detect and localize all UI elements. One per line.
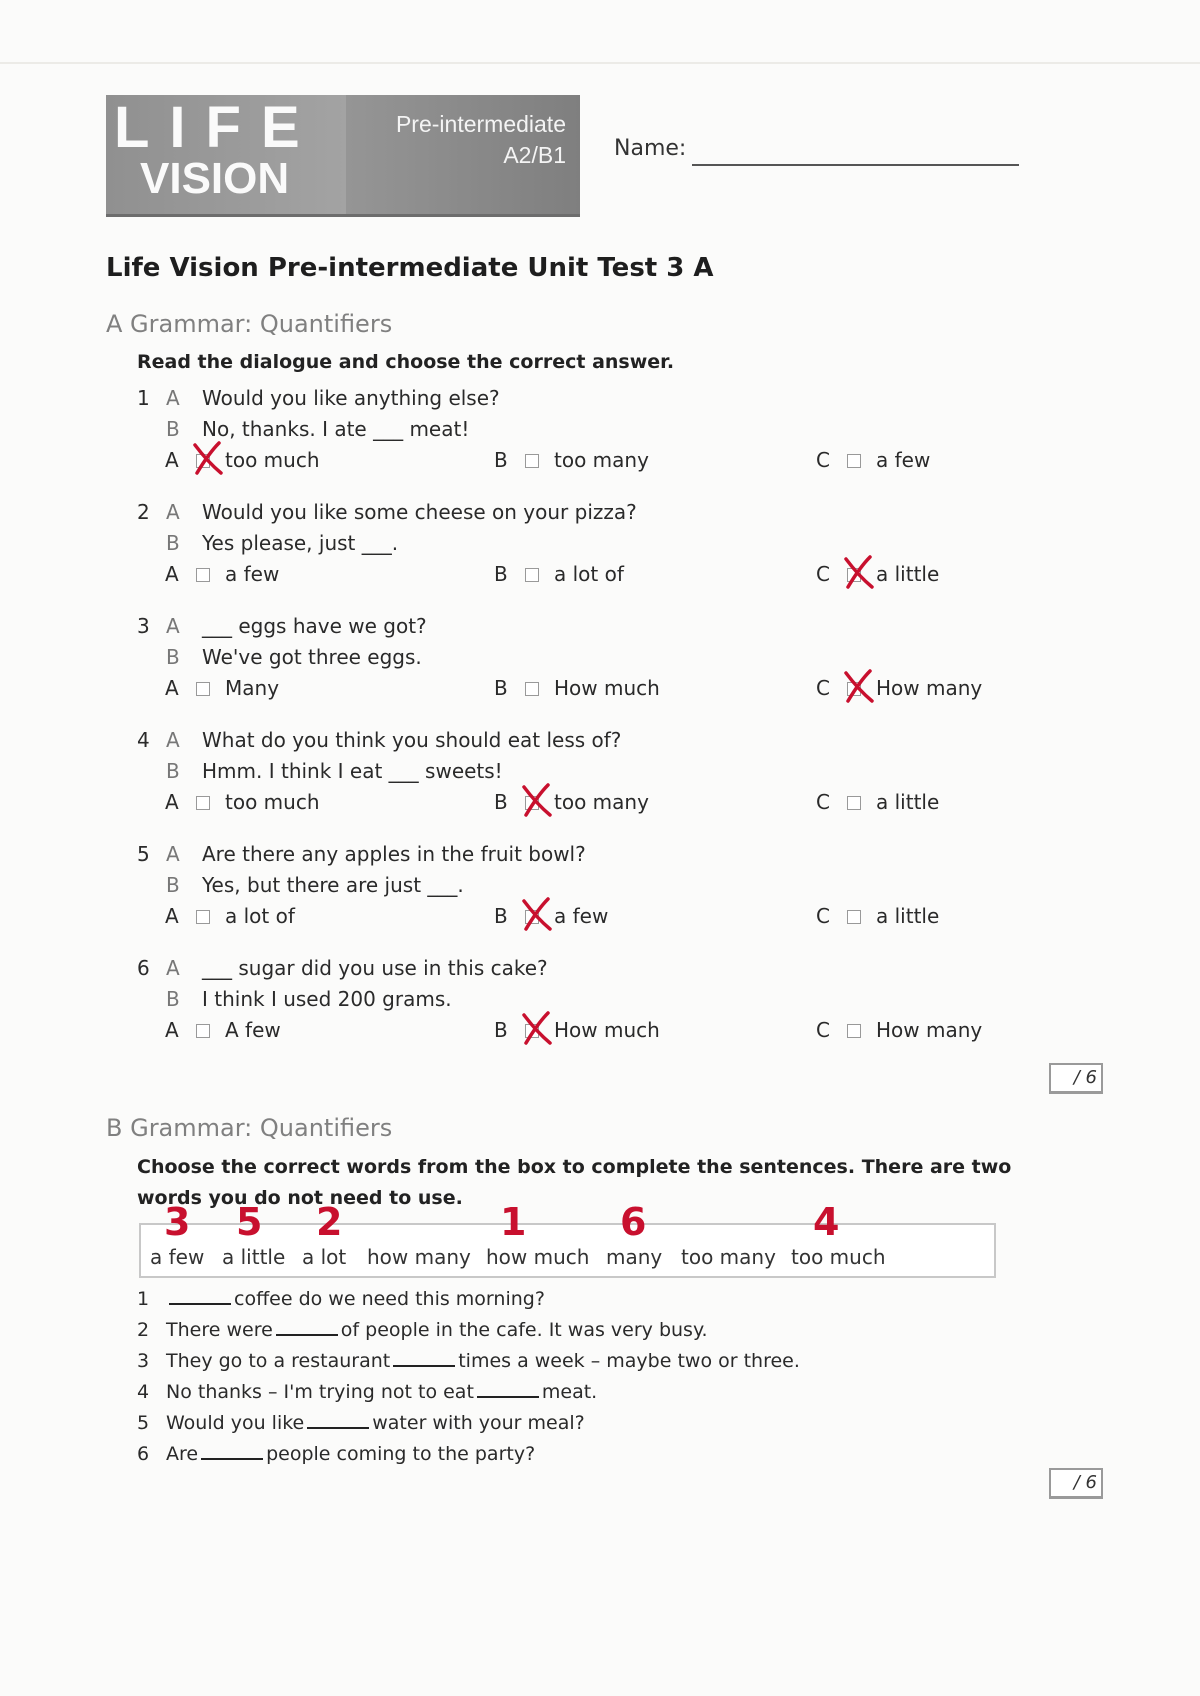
word-option: too many: [681, 1245, 776, 1269]
page-title: Life Vision Pre-intermediate Unit Test 3 A: [106, 253, 714, 283]
sentence-text-after: water with your meal?: [372, 1412, 585, 1434]
speaker-b: B: [166, 873, 180, 897]
handwritten-x-mark-icon: [838, 667, 878, 705]
sentence-item: [137, 1315, 708, 1345]
option-text: How much: [554, 676, 660, 700]
handwritten-number: 1: [500, 1200, 527, 1244]
word-option: a lot: [302, 1245, 347, 1269]
word-option: how much: [486, 1245, 590, 1269]
option-text: too much: [225, 790, 320, 814]
question-line-a: Would you like some cheese on your pizza?: [202, 500, 637, 524]
word-option: a few: [150, 1245, 205, 1269]
option-letter: C: [816, 676, 830, 700]
checkbox[interactable]: [196, 910, 210, 924]
question-line-b: We've got three eggs.: [202, 645, 422, 669]
option-text: Many: [225, 676, 280, 700]
sentence-text-after: meat.: [541, 1381, 598, 1403]
sentence-text-before: There were: [166, 1319, 273, 1341]
option-letter: B: [494, 1018, 508, 1042]
section-a-score: / 6: [1049, 1063, 1103, 1094]
option-text: a little: [876, 904, 940, 928]
option-letter: B: [494, 562, 508, 586]
option-text: A few: [225, 1018, 281, 1042]
answer-blank[interactable]: [169, 1285, 231, 1305]
option-letter: C: [816, 790, 830, 814]
level-label: Pre-intermediate A2/B1: [395, 111, 566, 168]
answer-blank[interactable]: [276, 1316, 338, 1336]
checkbox[interactable]: [196, 568, 210, 582]
checkbox[interactable]: [525, 568, 539, 582]
answer-blank[interactable]: [307, 1409, 369, 1429]
sentence-text-before: They go to a restaurant: [166, 1350, 391, 1372]
speaker-a: A: [166, 500, 180, 524]
option-text: a lot of: [554, 562, 624, 586]
word-option: too much: [791, 1245, 886, 1269]
option-text: too many: [554, 448, 649, 472]
option-letter: B: [494, 676, 508, 700]
handwritten-number: 5: [236, 1200, 263, 1244]
sentence-text-after: coffee do we need this morning?: [234, 1288, 545, 1310]
speaker-a: A: [166, 956, 180, 980]
option-letter: A: [165, 904, 179, 928]
question-line-a: ___ eggs have we got?: [202, 614, 427, 638]
sentence-number: 6: [137, 1443, 150, 1465]
handwritten-x-mark-icon: [516, 895, 556, 933]
sentence-text-after: of people in the cafe. It was very busy.: [340, 1319, 708, 1341]
word-option: how many: [367, 1245, 471, 1269]
sentence-text-before: Would you like: [166, 1412, 305, 1434]
checkbox[interactable]: [847, 910, 861, 924]
option-text: How many: [876, 1018, 983, 1042]
word-box: [139, 1200, 996, 1278]
answer-blank[interactable]: [477, 1378, 539, 1398]
option-letter: A: [165, 790, 179, 814]
checkbox[interactable]: [196, 796, 210, 810]
sentence-number: 1: [137, 1288, 150, 1310]
sentence-number: 2: [137, 1319, 150, 1341]
question-line-a: Would you like anything else?: [202, 386, 500, 410]
sentence-item: [137, 1284, 545, 1314]
question-line-b: I think I used 200 grams.: [202, 987, 452, 1011]
question-number: 2: [137, 500, 150, 524]
option-text: a few: [554, 904, 609, 928]
question-number: 4: [137, 728, 150, 752]
speaker-b: B: [166, 987, 180, 1011]
option-text: How many: [876, 676, 983, 700]
checkbox[interactable]: [847, 1024, 861, 1038]
checkbox[interactable]: [196, 682, 210, 696]
option-letter: C: [816, 448, 830, 472]
answer-blank[interactable]: [393, 1347, 455, 1367]
section-a-instruction: Read the dialogue and choose the correct answer.: [137, 351, 675, 373]
name-field[interactable]: [692, 164, 1019, 166]
checkbox[interactable]: [847, 796, 861, 810]
sentence-number: 4: [137, 1381, 150, 1403]
question-line-a: What do you think you should eat less of?: [202, 728, 622, 752]
handwritten-x-mark-icon: [516, 1009, 556, 1047]
question-line-b: Hmm. I think I eat ___ sweets!: [202, 759, 503, 783]
option-letter: A: [165, 562, 179, 586]
checkbox[interactable]: [525, 682, 539, 696]
logo-vision-text: VISION: [140, 154, 290, 203]
option-letter: C: [816, 904, 830, 928]
handwritten-number: 2: [316, 1200, 343, 1244]
handwritten-x-mark-icon: [516, 781, 556, 819]
sentence-text-after: times a week – maybe two or three.: [458, 1350, 800, 1372]
sentence-text-after: people coming to the party?: [266, 1443, 536, 1465]
speaker-b: B: [166, 759, 180, 783]
option-letter: B: [494, 448, 508, 472]
word-option: many: [606, 1245, 663, 1269]
answer-blank[interactable]: [201, 1440, 263, 1460]
section-b-title: B Grammar: Quantifiers: [106, 1114, 393, 1142]
question-line-b: Yes, but there are just ___.: [202, 873, 464, 897]
sentence-text-before: Are: [166, 1443, 199, 1465]
sentence-number: 5: [137, 1412, 150, 1434]
checkbox[interactable]: [525, 454, 539, 468]
option-text: a lot of: [225, 904, 295, 928]
option-text: a few: [876, 448, 931, 472]
question-line-b: No, thanks. I ate ___ meat!: [202, 417, 470, 441]
option-letter: B: [494, 904, 508, 928]
question-line-a: Are there any apples in the fruit bowl?: [202, 842, 586, 866]
option-text: a little: [876, 562, 940, 586]
handwritten-number: 4: [813, 1200, 840, 1244]
option-letter: C: [816, 562, 830, 586]
speaker-a: A: [166, 386, 180, 410]
checkbox[interactable]: [847, 454, 861, 468]
name-label: Name:: [614, 136, 687, 161]
option-text: a little: [876, 790, 940, 814]
section-b-score: / 6: [1049, 1468, 1103, 1499]
sentence-item: [137, 1439, 535, 1469]
option-text: a few: [225, 562, 280, 586]
handwritten-x-mark-icon: [187, 439, 227, 477]
question-number: 6: [137, 956, 150, 980]
section-b-instruction: Choose the correct words from the box to complete the sentences. There are two words you do not need to use.: [137, 1156, 1012, 1209]
handwritten-number: 3: [164, 1200, 191, 1244]
top-divider: [0, 62, 1200, 64]
logo-life-text: LIFE: [114, 95, 320, 160]
option-letter: A: [165, 1018, 179, 1042]
question-number: 3: [137, 614, 150, 638]
life-vision-logo: [106, 95, 580, 217]
question-line-b: Yes please, just ___.: [202, 531, 399, 555]
speaker-a: A: [166, 614, 180, 638]
speaker-b: B: [166, 417, 180, 441]
option-letter: C: [816, 1018, 830, 1042]
option-letter: A: [165, 676, 179, 700]
sentence-item: [137, 1377, 597, 1407]
handwritten-x-mark-icon: [838, 553, 878, 591]
sentence-item: [137, 1408, 585, 1438]
speaker-b: B: [166, 531, 180, 555]
question-number: 5: [137, 842, 150, 866]
section-a-title: A Grammar: Quantifiers: [106, 310, 393, 338]
option-letter: B: [494, 790, 508, 814]
option-text: How much: [554, 1018, 660, 1042]
option-text: too many: [554, 790, 649, 814]
question-line-a: ___ sugar did you use in this cake?: [202, 956, 548, 980]
option-text: too much: [225, 448, 320, 472]
handwritten-number: 6: [620, 1200, 647, 1244]
option-letter: A: [165, 448, 179, 472]
sentence-item: [137, 1346, 800, 1376]
speaker-b: B: [166, 645, 180, 669]
speaker-a: A: [166, 728, 180, 752]
word-option: a little: [222, 1245, 286, 1269]
speaker-a: A: [166, 842, 180, 866]
sentence-number: 3: [137, 1350, 150, 1372]
checkbox[interactable]: [196, 1024, 210, 1038]
question-number: 1: [137, 386, 150, 410]
sentence-text-before: No thanks – I'm trying not to eat: [166, 1381, 474, 1403]
